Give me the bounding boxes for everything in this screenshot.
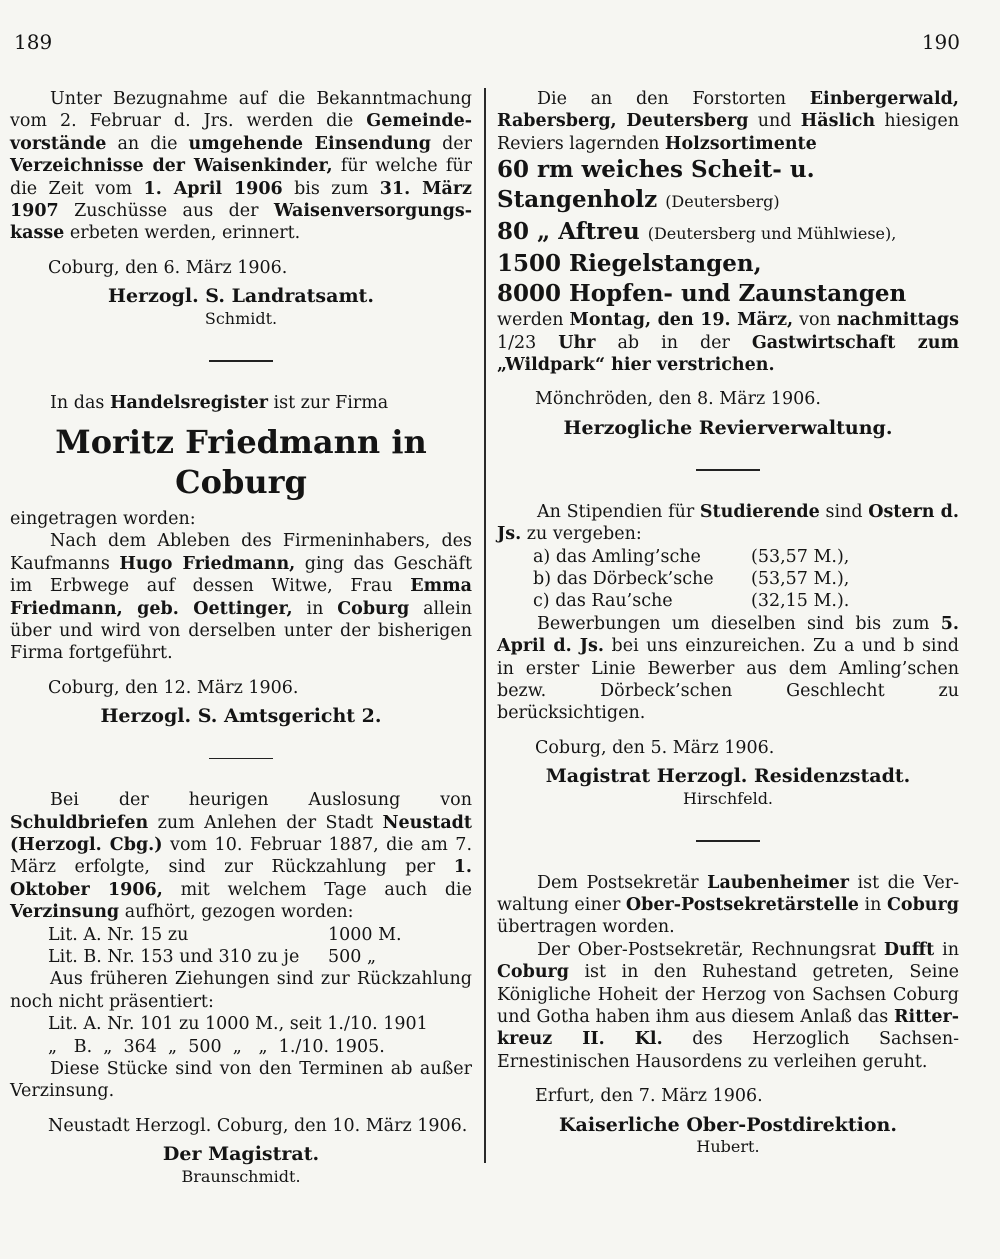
stipend-label: b) das Dörbeck’sche bbox=[533, 568, 714, 589]
text-bold: Gastwirtschaft zum „Wildpark“ hier verstrichen. bbox=[497, 332, 959, 376]
notice-text: Diese Stücke sind von den Terminen ab außer Verzinsung. bbox=[10, 1059, 472, 1102]
text-run: 1/23 bbox=[497, 332, 559, 353]
lottery-value: 1000 M. bbox=[328, 924, 402, 945]
text-bold: 5. April d. Js. bbox=[497, 613, 959, 657]
text-run: Unter Bezugnahme auf die Bekanntmachung vom 2. Februar d. Jrs. werden die bbox=[10, 89, 472, 132]
notice-date: Erfurt, den 7. März 1906. bbox=[535, 1086, 763, 1107]
text-run: ist die Verwaltung einer bbox=[497, 872, 959, 915]
outstanding-row: „ B. „ 364 „ 500 „ „ 1./10. 1905. bbox=[48, 1036, 385, 1057]
text-run: ab in der bbox=[595, 332, 752, 353]
stipend-item bbox=[497, 546, 959, 568]
text-bold: Neustadt (Herzogl. Cbg.) bbox=[10, 812, 472, 855]
text-bold: Ritterkreuz II. Kl. bbox=[497, 1006, 959, 1050]
text-run: sind bbox=[819, 501, 869, 522]
text-run: Bei der heurigen Auslosung von bbox=[50, 790, 472, 811]
text-run: von bbox=[793, 310, 837, 331]
text-run: der bbox=[431, 133, 472, 154]
text-bold: Dufft bbox=[883, 939, 935, 960]
notice-signature: Herzogl. S. Amtsgericht 2. bbox=[100, 705, 382, 728]
stipend-label: c) das Rau’sche bbox=[533, 591, 673, 612]
separator bbox=[696, 469, 760, 471]
notice-date: Neustadt Herzogl. Coburg, den 10. März 1906. bbox=[48, 1115, 468, 1136]
notice-signature: Herzogliche Revierverwaltung. bbox=[563, 416, 893, 439]
text-bold: Waisenversorgungskasse bbox=[10, 201, 472, 244]
lottery-value: 500 „ bbox=[328, 946, 377, 967]
text-run: Nach dem Ableben des Firmeninhabers, des Kaufmanns bbox=[10, 531, 472, 574]
stipend-amount: (53,57 M.), bbox=[751, 546, 850, 567]
text-bold: Holzsortimente bbox=[664, 133, 817, 154]
wood-item-label: 80 „ Aftreu bbox=[497, 218, 640, 246]
stipend-item bbox=[497, 590, 959, 612]
notice-date: Coburg, den 12. März 1906. bbox=[48, 677, 299, 698]
right-column bbox=[497, 88, 959, 1158]
notice-text bbox=[497, 613, 959, 725]
text-run: werden bbox=[497, 310, 570, 331]
text-bold: Laubenheimer bbox=[707, 872, 849, 893]
text-run: vom 10. Februar 1887, die am 7. März erfolgte, sind zur Rückzahlung per bbox=[10, 834, 473, 878]
text-run: und bbox=[748, 111, 801, 132]
notice-text bbox=[497, 939, 959, 1073]
text-bold: umgehende Einsendung bbox=[188, 133, 431, 154]
notice-text bbox=[10, 530, 472, 664]
notice-line: eingetragen worden: bbox=[10, 508, 196, 529]
text-bold: Schuldbriefen bbox=[10, 812, 149, 833]
notice-text: Aus früheren Ziehungen sind zur Rückzahlung noch nicht präsentiert: bbox=[10, 969, 472, 1012]
notice-postdirektion bbox=[497, 872, 959, 1159]
signer-name: Braunschmidt. bbox=[181, 1166, 301, 1186]
wood-item-location: (Deutersberg und Mühlwiese), bbox=[647, 224, 897, 244]
text-bold: Ober-Postsekretärstelle bbox=[625, 894, 859, 915]
text-run: An Stipendien für bbox=[537, 501, 700, 522]
notice-date: Coburg, den 5. März 1906. bbox=[535, 737, 775, 758]
text-run: Die an den Forstorten bbox=[537, 89, 810, 109]
notice-text bbox=[497, 88, 959, 155]
page-number-right: 190 bbox=[921, 30, 960, 54]
text-run: allein über und wird von derselben unter der bisherigen Firma fortgeführt. bbox=[10, 598, 472, 664]
text-bold: Gemeindevorstände bbox=[10, 111, 472, 154]
notice-schuldbriefe bbox=[10, 789, 472, 1188]
text-bold: Coburg bbox=[886, 894, 959, 915]
notice-handelsregister bbox=[10, 392, 472, 728]
text-run: aufhört, gezogen worden: bbox=[119, 902, 354, 923]
text-bold: 31. März 1907 bbox=[10, 178, 472, 222]
text-bold: Montag, den 19. März, bbox=[569, 310, 794, 331]
notice-signature: Kaiserliche Ober-Postdirektion. bbox=[559, 1113, 897, 1136]
notice-signature: Herzogl. S. Landratsamt. bbox=[108, 285, 374, 308]
text-run: ist in den Ruhestand getreten, Seine Königliche Hoheit der Herzog von Sachsen Coburg und Gotha haben ihm aus diesem Anlaß das bbox=[497, 962, 959, 1027]
notice-holzsortimente bbox=[497, 88, 959, 439]
notice-intro bbox=[10, 392, 472, 414]
text-run: Dem Postsekretär bbox=[537, 872, 708, 893]
notice-text bbox=[497, 872, 959, 939]
left-column bbox=[10, 88, 472, 1188]
text-run: In das bbox=[50, 392, 110, 413]
text-bold: Coburg bbox=[337, 598, 410, 619]
outstanding-row: Lit. A. Nr. 101 zu 1000 M., seit 1./10. 1901 bbox=[48, 1014, 428, 1035]
text-run: Zuschüsse aus der bbox=[58, 201, 274, 222]
text-run: in bbox=[934, 939, 959, 960]
text-run: hiesigen Reviers lagernden bbox=[497, 111, 959, 154]
text-run: übertragen worden. bbox=[497, 917, 675, 938]
text-run: zu vergeben: bbox=[521, 524, 642, 545]
wood-item bbox=[497, 155, 959, 217]
text-bold: nachmittags bbox=[836, 310, 960, 331]
text-bold: Verzeichnisse der Waisenkinder, bbox=[10, 156, 333, 177]
text-bold: Einbergerwald, Rabersberg, Deutersberg bbox=[497, 89, 959, 132]
separator bbox=[209, 360, 273, 362]
signer-name: Schmidt. bbox=[204, 308, 278, 328]
wood-item bbox=[497, 217, 959, 249]
notice-date: Coburg, den 6. März 1906. bbox=[48, 257, 288, 278]
text-run: Der Ober-Postsekretär, Rechnungsrat bbox=[537, 939, 884, 960]
stipend-item bbox=[497, 568, 959, 590]
text-run: an die bbox=[106, 133, 189, 154]
notice-date: Mönchröden, den 8. März 1906. bbox=[535, 389, 821, 410]
lottery-row bbox=[10, 946, 472, 968]
text-run: zum Anlehen der Stadt bbox=[148, 812, 383, 833]
text-bold: Studierende bbox=[699, 501, 820, 522]
separator bbox=[696, 840, 760, 842]
text-run: bis zum bbox=[282, 178, 380, 199]
stipend-amount: (53,57 M.), bbox=[751, 568, 850, 589]
wood-item-location: (Deutersberg) bbox=[665, 192, 780, 212]
notice-waisenkinder bbox=[10, 88, 472, 330]
text-run: des Herzoglich Sachsen-Ernestinischen Hausordens zu verleihen geruht. bbox=[497, 1029, 959, 1072]
separator bbox=[209, 758, 273, 760]
lottery-label: Lit. B. Nr. 153 und 310 zu je bbox=[48, 946, 300, 967]
stipend-label: a) das Amling’sche bbox=[533, 546, 701, 567]
text-run: bei uns einzureichen. Zu a und b sind in erster Linie Bewerber aus dem Amling’schen bezw. Dörbeck’schen Geschlecht zu berücksichtigen. bbox=[497, 636, 959, 724]
text-bold: Ostern d. Js. bbox=[497, 501, 959, 545]
signer-name: Hubert. bbox=[696, 1137, 760, 1156]
text-run: in bbox=[858, 894, 887, 915]
wood-item: 1500 Riegelstangen, bbox=[497, 250, 762, 278]
text-bold: Verzinsung bbox=[10, 902, 120, 923]
text-bold: Emma Friedmann, geb. Oettinger, bbox=[10, 576, 472, 619]
text-run: Bewerbungen um dieselben sind bis zum bbox=[537, 613, 941, 634]
lottery-row bbox=[10, 924, 472, 946]
text-bold: Hugo Friedmann, bbox=[119, 553, 296, 574]
text-bold: Uhr bbox=[558, 332, 596, 353]
wood-item: 8000 Hopfen- und Zaunstangen bbox=[497, 280, 907, 308]
text-bold: 1. Oktober 1906, bbox=[10, 857, 472, 900]
wood-item-label: 60 rm weiches Scheit- u. Stangenholz bbox=[497, 156, 815, 214]
text-run: ging das Geschäft im Erbwege auf dessen Witwe, Frau bbox=[10, 553, 472, 597]
notice-signature: Magistrat Herzogl. Residenzstadt. bbox=[545, 765, 911, 788]
text-run: in bbox=[292, 598, 338, 619]
text-bold: 1. April 1906 bbox=[143, 178, 283, 199]
notice-signature: Der Magistrat. bbox=[162, 1143, 320, 1166]
lottery-label: Lit. A. Nr. 15 zu bbox=[48, 924, 189, 945]
stipend-amount: (32,15 M.). bbox=[751, 591, 850, 612]
notice-text bbox=[497, 501, 959, 546]
notice-text bbox=[497, 309, 959, 376]
notice-stipendien bbox=[497, 501, 959, 810]
text-bold: Handelsregister bbox=[109, 392, 268, 413]
text-run: erbeten werden, erinnert. bbox=[64, 223, 301, 244]
signer-name: Hirschfeld. bbox=[682, 788, 774, 808]
column-divider bbox=[484, 88, 486, 1163]
text-run: mit welchem Tage auch die bbox=[162, 879, 473, 900]
firm-name: Moritz Friedmann in Coburg bbox=[55, 422, 427, 501]
notice-text bbox=[10, 789, 472, 923]
text-bold: Coburg bbox=[497, 962, 570, 983]
page-number-left: 189 bbox=[14, 30, 53, 54]
text-run: für welche für die Zeit vom bbox=[10, 156, 472, 199]
text-run: ist zur Firma bbox=[267, 392, 389, 413]
text-bold: Häslich bbox=[800, 111, 876, 132]
notice-text bbox=[10, 88, 472, 245]
